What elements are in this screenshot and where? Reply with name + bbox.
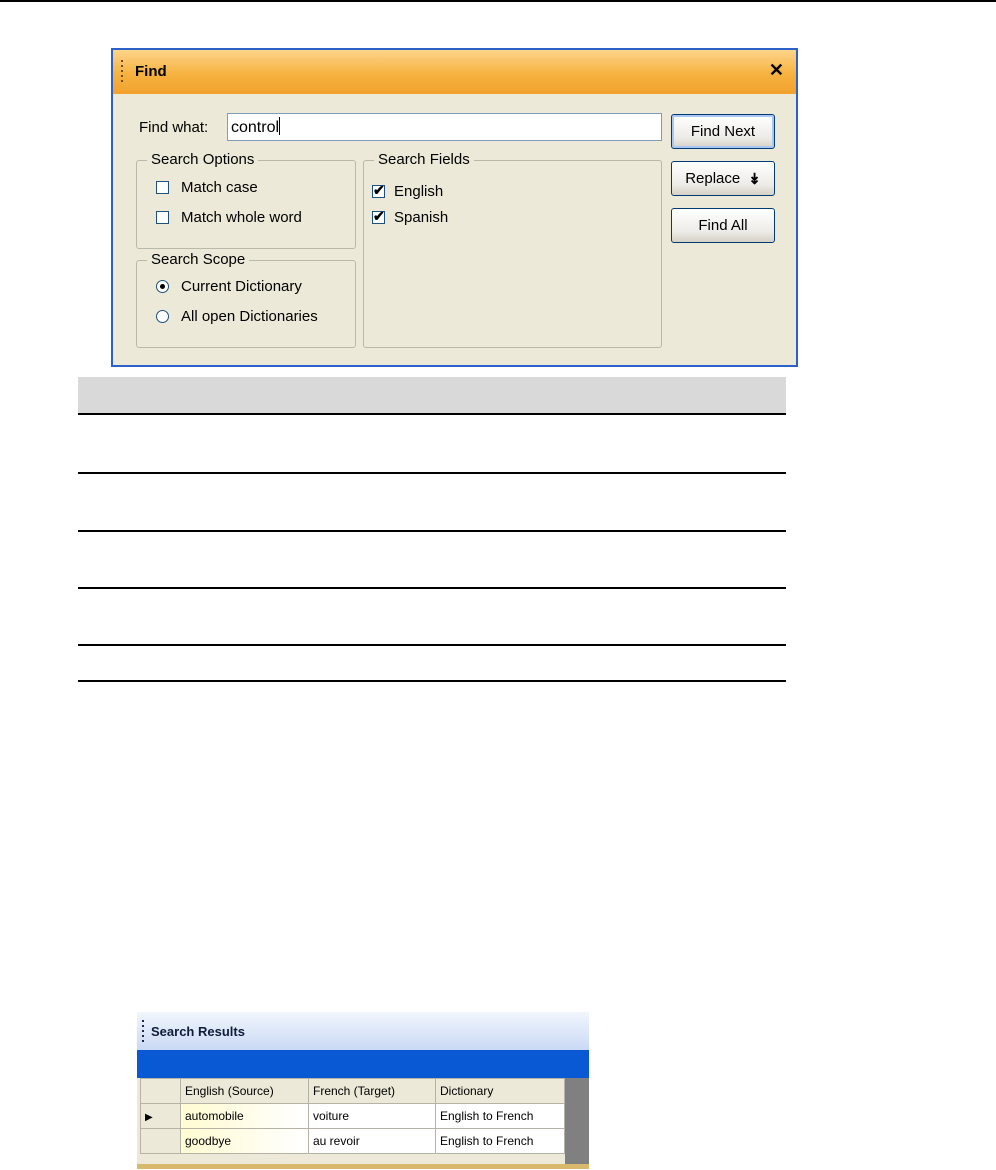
english-field-label[interactable]: English <box>394 183 444 200</box>
find-all-button[interactable] <box>671 208 775 243</box>
table-row-divider <box>78 587 786 589</box>
table-row-divider <box>78 472 786 474</box>
find-dialog <box>111 48 798 367</box>
cell-dictionary[interactable]: English to French <box>436 1104 565 1129</box>
match-whole-word-checkbox[interactable] <box>156 211 169 224</box>
find-next-label: Find Next <box>690 123 756 140</box>
table-row-divider <box>78 530 786 532</box>
find-what-label: Find what: <box>139 119 209 136</box>
drag-grip-icon[interactable] <box>142 1020 144 1042</box>
table-bottom-rule <box>78 680 786 682</box>
cell-english[interactable]: goodbye <box>181 1129 309 1154</box>
close-icon[interactable]: ✕ <box>768 60 784 80</box>
find-what-input[interactable] <box>227 113 662 141</box>
row-selector[interactable] <box>141 1104 181 1129</box>
column-header-french[interactable]: French (Target) <box>309 1079 436 1104</box>
search-options-group <box>136 151 356 249</box>
table-row[interactable] <box>141 1129 565 1154</box>
all-open-dictionaries-radio[interactable] <box>156 310 169 323</box>
search-results-title-bar[interactable] <box>137 1012 589 1050</box>
cell-french[interactable]: au revoir <box>309 1129 436 1154</box>
column-header-dictionary[interactable]: Dictionary <box>436 1079 565 1104</box>
drag-grip-icon[interactable] <box>121 60 123 84</box>
search-results-grid <box>140 1078 565 1154</box>
cell-dictionary[interactable]: English to French <box>436 1129 565 1154</box>
checkmark-icon: ✔ <box>373 182 385 198</box>
radio-selected-dot <box>160 284 165 289</box>
match-case-checkbox[interactable] <box>156 181 169 194</box>
match-whole-word-label[interactable]: Match whole word <box>181 209 302 226</box>
row-selector[interactable] <box>141 1129 181 1154</box>
find-all-label: Find All <box>698 217 748 234</box>
cell-french[interactable]: voiture <box>309 1104 436 1129</box>
text-caret <box>279 117 280 135</box>
search-results-panel <box>137 1012 589 1169</box>
search-results-title: Search Results <box>151 1024 245 1039</box>
page-top-rule <box>0 0 996 2</box>
replace-label: Replace <box>685 170 741 187</box>
row-selector-header <box>141 1079 181 1104</box>
find-what-value: control <box>231 119 280 136</box>
find-dialog-title: Find <box>135 63 167 80</box>
current-dictionary-label[interactable]: Current Dictionary <box>181 278 302 295</box>
replace-button[interactable] <box>671 161 775 196</box>
current-dictionary-radio[interactable] <box>156 280 169 293</box>
english-field-checkbox[interactable] <box>372 182 385 198</box>
all-open-dictionaries-label[interactable]: All open Dictionaries <box>181 308 318 325</box>
match-case-label[interactable]: Match case <box>181 179 258 196</box>
table-header-row <box>78 377 786 415</box>
table-row[interactable] <box>141 1104 565 1129</box>
empty-table <box>78 377 786 684</box>
table-row-divider <box>78 644 786 646</box>
search-options-legend: Search Options <box>147 151 258 168</box>
results-toolbar-band <box>137 1050 589 1078</box>
checkmark-icon: ✔ <box>373 208 385 224</box>
search-scope-group <box>136 251 356 348</box>
spanish-field-checkbox[interactable] <box>372 208 385 224</box>
column-header-english[interactable]: English (Source) <box>181 1079 309 1104</box>
grid-header-row <box>141 1079 565 1104</box>
current-row-pointer-icon: ▶ <box>145 1112 153 1123</box>
search-fields-legend: Search Fields <box>374 151 474 168</box>
cell-english[interactable]: automobile <box>181 1104 309 1129</box>
grid-empty-area <box>565 1078 589 1169</box>
find-title-bar[interactable] <box>113 50 796 94</box>
spanish-field-label[interactable]: Spanish <box>394 209 449 226</box>
find-next-button[interactable] <box>671 114 775 149</box>
expand-down-icon: ↡ <box>748 170 761 188</box>
panel-bottom-edge <box>137 1164 589 1169</box>
search-scope-legend: Search Scope <box>147 251 249 268</box>
